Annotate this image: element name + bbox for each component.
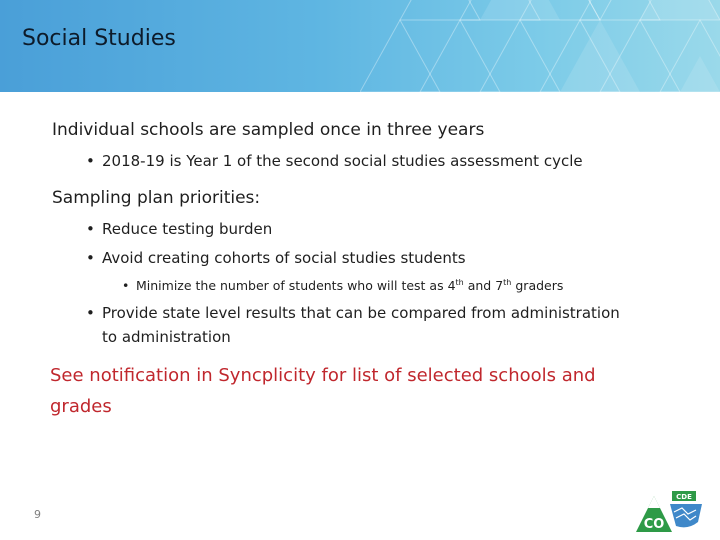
sub-bullet-minimize-students bbox=[122, 278, 563, 293]
bullet-avoid-cohorts bbox=[86, 249, 466, 267]
bullet-dot: • bbox=[86, 220, 95, 238]
sub-bullet-text-part3: graders bbox=[511, 278, 564, 294]
bullet-dot: • bbox=[86, 249, 95, 267]
selection-notice bbox=[50, 360, 670, 422]
bullet-dot: • bbox=[122, 278, 130, 294]
sub-bullet-text-part1: Minimize the number of students who will test as 4 bbox=[136, 278, 456, 294]
selection-notice-line2: grades bbox=[50, 396, 112, 417]
bullet-dot: • bbox=[86, 304, 95, 322]
ordinal-suffix-7th: th bbox=[503, 278, 512, 287]
bullet-state-results-line1: Provide state level results that can be compared from administration bbox=[102, 304, 620, 322]
heading-priorities: Sampling plan priorities: bbox=[52, 188, 261, 208]
bullet-year-one bbox=[86, 152, 583, 170]
ordinal-suffix-4th: th bbox=[455, 278, 464, 287]
bullet-state-results-line2: to administration bbox=[102, 328, 231, 346]
bullet-reduce-burden-text: Reduce testing burden bbox=[102, 220, 273, 238]
bullet-dot: • bbox=[86, 152, 95, 170]
selection-notice-line1: See notification in Syncplicity for list of selected schools and bbox=[50, 365, 596, 386]
bullet-year-one-text: 2018-19 is Year 1 of the second social studies assessment cycle bbox=[102, 152, 583, 170]
logo-badge: CDE bbox=[676, 493, 692, 501]
cde-colorado-logo bbox=[632, 488, 708, 534]
bullet-state-results bbox=[86, 304, 620, 322]
slide-title: Social Studies bbox=[22, 26, 176, 51]
bullet-avoid-cohorts-text: Avoid creating cohorts of social studies students bbox=[102, 249, 466, 267]
logo-text: CO bbox=[643, 517, 665, 532]
page-number: 9 bbox=[34, 508, 41, 521]
sub-bullet-text-part2: and 7 bbox=[463, 278, 504, 294]
heading-sampling-frequency: Individual schools are sampled once in three years bbox=[52, 120, 485, 140]
bullet-reduce-burden bbox=[86, 220, 272, 238]
